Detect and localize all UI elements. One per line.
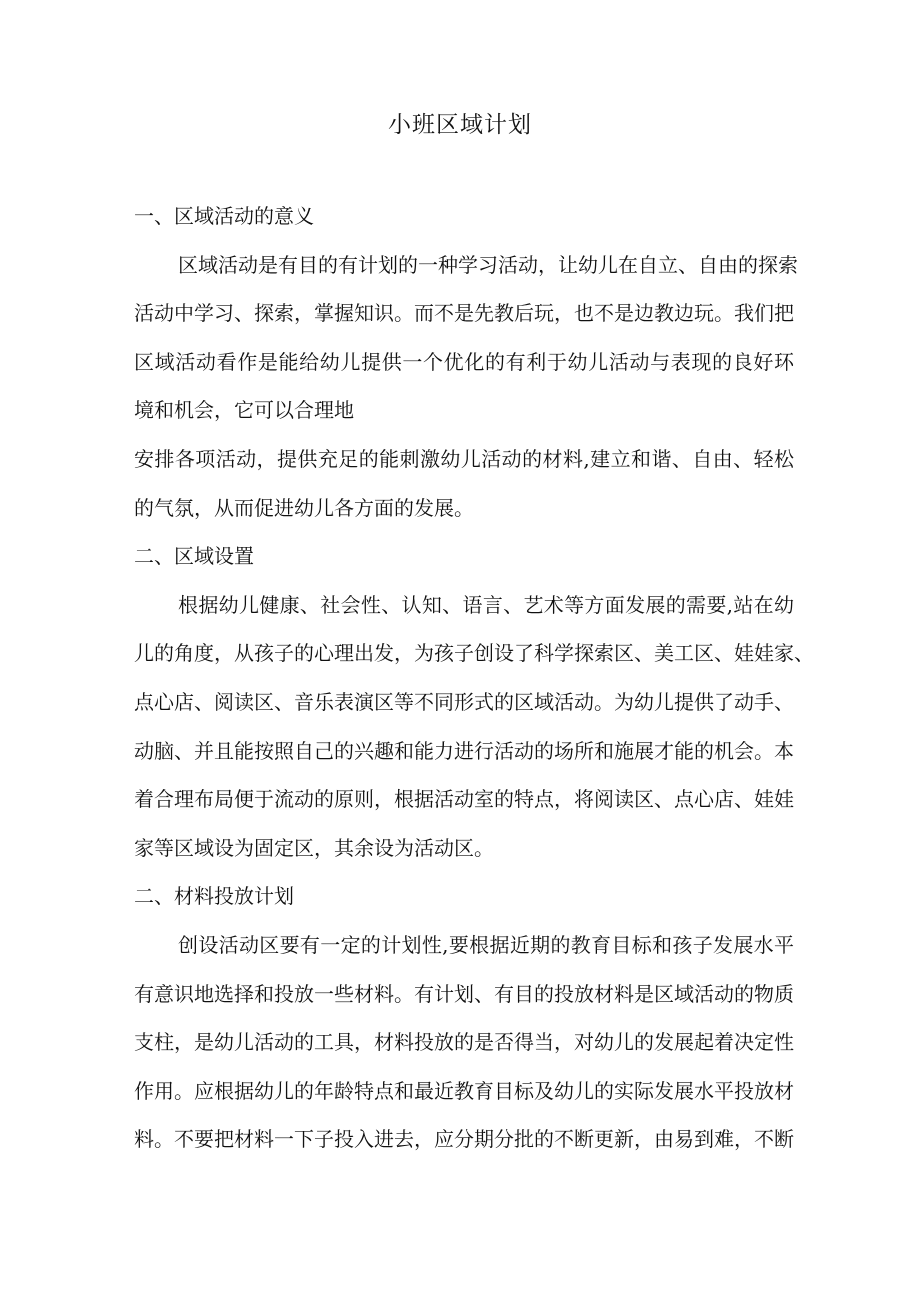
paragraph-line: 动脑、并且能按照自己的兴趣和能力进行活动的场所和施展才能的机会。本 xyxy=(134,738,794,763)
paragraph-line: 着合理布局便于流动的原则，根据活动室的特点，将阅读区、点心店、娃娃 xyxy=(134,787,794,812)
paragraph-line: 安排各项活动，提供充足的能刺激幼儿活动的材料,建立和谐、自由、轻松 xyxy=(134,446,794,471)
document-body xyxy=(134,196,814,1168)
paragraph-line: 支柱，是幼儿活动的工具，材料投放的是否得当，对幼儿的发展起着决定性 xyxy=(134,1030,794,1055)
section-heading: 一、区域活动的意义 xyxy=(134,204,314,228)
section-heading: 二、区域设置 xyxy=(134,544,254,569)
section-heading: 二、材料投放计划 xyxy=(134,884,294,909)
paragraph-line: 点心店、阅读区、音乐表演区等不同形式的区域活动。为幼儿提供了动手、 xyxy=(134,689,794,714)
paragraph-line: 活动中学习、探索，掌握知识。而不是先教后玩，也不是边教边玩。我们把 xyxy=(134,301,794,326)
paragraph-line: 境和机会，它可以合理地 xyxy=(134,398,354,423)
document-title: 小班区域计划 xyxy=(388,112,532,138)
paragraph-line: 创设活动区要有一定的计划性,要根据近期的教育目标和孩子发展水平 xyxy=(178,932,794,957)
paragraph-line: 料。不要把材料一下子投入进去，应分期分批的不断更新，由易到难，不断 xyxy=(134,1127,794,1152)
paragraph-line: 有意识地选择和投放一些材料。有计划、有目的投放材料是区域活动的物质 xyxy=(134,981,794,1006)
paragraph-line: 家等区域设为固定区，其余设为活动区。 xyxy=(134,835,494,860)
paragraph-line: 作用。应根据幼儿的年龄特点和最近教育目标及幼儿的实际发展水平投放材 xyxy=(134,1078,794,1103)
paragraph-line: 的气氛，从而促进幼儿各方面的发展。 xyxy=(134,495,474,520)
paragraph-line: 区域活动是有目的有计划的一种学习活动，让幼儿在自立、自由的探索 xyxy=(178,252,798,277)
paragraph-line: 区域活动看作是能给幼儿提供一个优化的有利于幼儿活动与表现的良好环 xyxy=(134,349,794,374)
paragraph-line: 根据幼儿健康、社会性、认知、语言、艺术等方面发展的需要,站在幼 xyxy=(178,592,794,617)
paragraph-line: 儿的角度，从孩子的心理出发，为孩子创设了科学探索区、美工区、娃娃家、 xyxy=(134,641,814,666)
